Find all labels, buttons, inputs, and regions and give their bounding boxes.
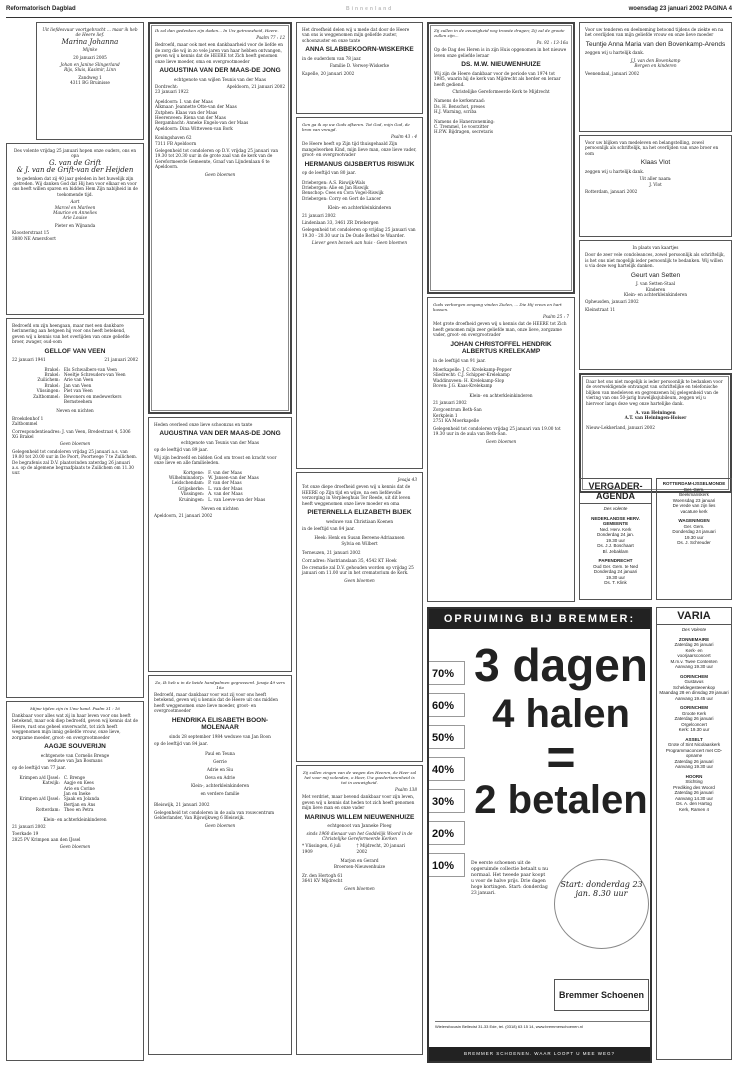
signature: J. van Setten-Staal Kinderen Klein- en achterkleinkinderen <box>623 281 688 297</box>
date: Kapelle, 20 januari 2002 <box>302 70 355 76</box>
footer: Neven en nichten <box>56 408 94 414</box>
relative: Jan van Veen <box>63 382 92 388</box>
verse-ref: Psalm 77 : 12 <box>256 35 285 40</box>
body: te gedenken dat zij 40 jaar geleden in het huwelijk zijn getreden. Wij danken God dat Hij hen voor elkaar en voor ons heeft willen sparen en bidden Hem Zijn nabijheid in de toekomende tijd. <box>12 175 138 197</box>
percent-label: 50% <box>429 725 465 749</box>
intro: Met grote droefheid geven wij u kennis dat de HEERE tot Zich heeft genomen mijn zeer geliefde man, onze lieve, zorgzame vader, groot- en overgrootvader <box>433 321 567 338</box>
varia-item <box>657 772 731 815</box>
relative-row <box>12 807 138 812</box>
no-flowers: Geen bloemen <box>344 577 375 583</box>
deceased-name: JOHAN CHRISTOFFEL HENDRIK ALBERTUS KRELEKAMP <box>450 340 552 356</box>
wife-name: & J. van de Grift-van der Heijden <box>16 166 134 175</box>
verse: Gen ga ik op uw Gods afkeren. Tot God, mijn God, de bron van vreugd. <box>302 122 410 132</box>
varia-column <box>656 607 732 1063</box>
age: op de leeftijd van 77 jaar. <box>12 765 66 771</box>
obituary-ds-nieuwenhuize <box>427 22 575 294</box>
deceased-name: AAGJE SOUVERIJN <box>44 743 106 751</box>
relative: Theo en Petra <box>63 807 94 813</box>
verse-ref: Psalm 43 : 4 <box>390 134 417 139</box>
birth-announcement <box>36 22 144 140</box>
percent-label: 20% <box>429 821 465 845</box>
birth-date: 20 januari 2005 <box>73 54 107 60</box>
date: 21 januari 2002 <box>302 212 336 218</box>
column-3 <box>296 22 423 1062</box>
body: Wij zijn bedroefd en bidden God om troost en kracht voor onze lieve en alle familieleden. <box>154 454 277 466</box>
service-info: De crematie zal D.V. gehouden worden op vrijdag 25 januari om 11.00 uur in het crematorium de Kerk. <box>302 564 414 576</box>
agenda-item <box>657 479 731 516</box>
address: Kloosterstraat 15 3880 NE Amersfoort <box>12 230 56 241</box>
place: Wilhelminadorp: <box>168 474 205 480</box>
verse: Zij zullen in de eeuwigheid nog trooste dragen; Zij zal de groote zullen zijn... <box>434 28 565 38</box>
no-flowers: Geen bloemen <box>59 844 91 850</box>
deceased-name: ANNA SLABBEKOORN-WISKERKE <box>305 46 414 54</box>
date: Veenendaal, januari 2002 <box>585 70 640 76</box>
place: Rotterdam: <box>35 807 60 813</box>
verse: Zij zullen zingen van de wegen des Heeren, de Heer zal het voor mij volenden, o Heer, Uw goedertierenheid is tot in eeuwigheid. <box>302 770 417 785</box>
dates <box>12 357 138 362</box>
agenda-subtitle: Des volente <box>603 506 628 511</box>
rotterdam-agenda <box>656 478 732 604</box>
vergader-agenda <box>579 478 652 604</box>
parents: Johan en Janine Slingerland Rijs, Sluis, Kasimir, Linn <box>60 62 120 73</box>
bremmer-promo <box>427 607 652 1063</box>
relative: L. van Leeve-van der Maas <box>208 496 266 502</box>
footer: Klein- en achterkleinkinderen <box>469 392 533 398</box>
verse: Zo, Ik heb u in de beide handpalmen gegraveerd. Jesaja 49 vers 16a <box>155 680 285 690</box>
place: Vlissingen: <box>180 491 205 497</box>
relative: Piet van Veen <box>63 388 93 394</box>
signature: Christelijke Gereformeerde Kerk te Mijdrecht <box>452 88 550 94</box>
column-1 <box>6 22 144 1062</box>
intro: De Heere heeft op Zijn tijd thuisgehaald Zijn mangelwerken Kind, mijn lieve man, onze lieve vader, groot- en overgrootvader <box>302 141 417 158</box>
varia-item <box>657 635 731 672</box>
thanks-heiningen <box>579 373 732 493</box>
relative: Arie en Corine <box>63 785 95 791</box>
obituary-johan <box>427 297 575 602</box>
spouse: echtgenoot van Janneke Ploeg <box>327 823 392 829</box>
deceased-name: AUGUSTINA VAN DER MAAS-DE JONG <box>159 430 281 438</box>
slogan-line-3: 2 betalen <box>474 778 648 822</box>
ministry: sinds 1960 dienaar van het Goddelijk Woord in de Christelijke Gereformeerde Kerken <box>306 830 413 841</box>
relatives-list <box>12 367 138 405</box>
no-flowers: Geen bloemen <box>344 885 375 891</box>
obituary-gellof <box>6 318 144 698</box>
thanks-teuntje <box>579 22 732 132</box>
varia-heading: ASSELT <box>685 736 703 742</box>
address: Lindenlaan 33, 3461 ZR Driebergen <box>302 219 379 225</box>
paper-name: Reformatorisch Dagblad <box>6 6 76 12</box>
page-date: woensdag 23 januari 2002 PAGINA 4 <box>628 6 732 12</box>
spouse: weduwe van Christiaan Koenen <box>325 518 394 524</box>
place: Leidschendam: <box>171 480 205 486</box>
child-name: Marina Johanna <box>61 37 119 46</box>
agenda-item <box>657 516 731 548</box>
birth-date: 23 januari 1922 <box>155 89 189 95</box>
relative: L. van der Maas <box>208 485 243 491</box>
intro: Heden overleed onze lieve schoonzus en tante <box>154 422 253 427</box>
no-flowers: Liever geen bezoek aan huis - Geen bloemen <box>311 240 408 246</box>
obituary-aagje <box>6 701 144 1061</box>
body: Daar het ons niet mogelijk is ieder persoonlijk te bedanken voor de overweldigende ontvangst van schriftelijke en telefonische blijken van medeleven en gegrenzenen bij gelegenheid van de viering van ons 50-jarig huwelijksjubileum, zeggen wij u hiervoor langs deze weg onze hartelijke dank. <box>586 379 723 406</box>
place: Kruiningen: <box>178 496 205 502</box>
date: Bleiswijk, 21 januari 2002 <box>154 802 210 808</box>
agenda-box <box>656 478 732 600</box>
varia-item <box>657 703 731 735</box>
obituary-pieternella <box>296 472 423 762</box>
relative: Jan en Ineke <box>63 790 91 796</box>
death: † Mijdrecht, 20 januari 2002 <box>356 843 406 854</box>
address: Zandweg 1 4311 BG Bruinisse <box>70 74 110 86</box>
no-flowers: Geen bloemen <box>204 171 236 177</box>
place: Grijpskerke: <box>177 485 205 491</box>
age: op de leeftijd van 84 jaar. <box>154 741 208 747</box>
no-flowers: Geen bloemen <box>204 822 236 828</box>
body: Wij zijn de Heere dankbaar voor de periode van 1974 tot 1985, waarin hij de kerk van Mijdrecht als herder en leraar heeft gediend. <box>434 70 561 87</box>
no-flowers: Geen bloemen <box>485 438 517 444</box>
intro: Voor uw blijken van medeleven en belangstelling, zowel persoonlijk als schriftelijk, na het overlijden van onze broer en oom <box>585 140 719 156</box>
percent-ladder <box>429 661 465 885</box>
spouse: echtgenote van Cornelis Brenge weduwe van Jan Bosmans <box>40 752 110 763</box>
slogan-equals: = <box>546 729 576 785</box>
date: Opheusden, januari 2002 <box>585 299 639 305</box>
thanks: zeggen wij u hartelijk dank. <box>585 50 645 56</box>
signature: J.J. van den Bovenkamp Bergen en kinderen <box>630 57 681 69</box>
intro: Bedroefd, maar dankbaar voor wat zij voor ons heeft betekend, geven wij u kennis dat de Heere uit ons midden heeft weggenomen onze lieve moeder, groot- en overgrootmoeder <box>154 692 278 714</box>
thanks-klaas <box>579 135 732 237</box>
signature: Pieter en Wijnanda <box>54 222 96 228</box>
birth-place: Dordrecht: <box>155 83 179 89</box>
agenda-text: Ger. Gem. Donderdag 24 januari 19.30 uur Ds. J. Schreuder <box>672 523 716 545</box>
date: Nieuw-Lekkerland, januari 2002 <box>586 424 655 430</box>
intro: Bedroefd om zijn heengaan, maar met een dankbare herinnering aan hetgeen hij voor ons heeft betekend, geven wij u kennis van het overlijden van onze geliefde broer, zwager, oud-oom <box>12 323 130 345</box>
percent-label: 10% <box>429 853 465 877</box>
agenda-item <box>580 514 651 557</box>
address: Zorgcentrum Beth-San Kerkplein 1 2751 KA Moerkapelle <box>433 407 482 424</box>
agenda-box <box>579 478 652 600</box>
brand-logo: Bremmer Schoenen <box>554 979 649 1011</box>
varia-text: Zaterdag 26 januari Kerk- en voorjaarsconcert M.m.v. Twee Contenten Aanvang 19.30 uur <box>670 642 718 669</box>
percent-label: 60% <box>429 693 465 717</box>
verse: Ik zal dan gedenken zijn daden... In Uw getrouwheid, Heere. <box>155 28 279 33</box>
signature: Uit aller naam: J. Vlot <box>639 176 672 187</box>
varia-subtitle: Des Volente <box>681 627 707 632</box>
date: Rotterdam, januari 2002 <box>585 188 638 194</box>
family: Familie D. Verwey-Wiskerke <box>329 63 390 69</box>
relative: W. Jansen-van der Maas <box>208 474 259 480</box>
slogan-line-1: 3 dagen <box>474 639 648 691</box>
relative: Bewoners en medewerkers Bernsteehem <box>63 393 122 404</box>
varia-heading: GORINCHEM <box>680 673 708 679</box>
percent-label: 30% <box>429 789 465 813</box>
place: Vlissingen: <box>36 388 60 394</box>
varia-item <box>657 672 731 704</box>
intro: Des volente vrijdag 25 januari hopen onze ouders, ons en opa <box>13 148 137 159</box>
intro: Het droefheid delen wij u mede dat door de Heere van ons is weggenomen mijn geliefde zuster, schoonzuster en onze tante <box>302 27 410 43</box>
family: Paul en Teuna Gerrie Adrie en Siu Oeva en Adrie Klein-, achterkleinkinderen en verdere familie <box>190 751 250 797</box>
spouse: sinds 28 september 1984 weduwe van Jan Boon <box>169 733 271 739</box>
intro: Op de Dag des Heren is in zijn Huis opgenomen in het nieuwe leven onze geliefde leraar <box>434 47 567 58</box>
relative: P. van der Maas <box>208 480 242 486</box>
family: Moerkapelle: J. C. Krelekamp-Pepper Sliedrecht: C.J. Schipper-Krelekamp Waddinxveen: H. Krelekamp-Slop Boven: J.G. Kaas-Krelekamp <box>433 367 512 389</box>
agenda-heading: PAPENDRECHT <box>598 558 633 563</box>
intro: Bedroefd, maar ook met een dankbaarheid voor de liefde en de zorg die wij in zo vele jaren van haar hebben ontvangen, geven wij u kennis dat de HEERE tot Zich heeft genomen onze lieve moeder, oma en overgrootmoeder <box>155 42 283 64</box>
footer: Klein- en achterkleinkinderen <box>327 205 392 211</box>
relatives-list <box>154 470 286 502</box>
deceased-name: DS. M.W. NIEUWENHUIZE <box>461 61 541 69</box>
date: 21 januari 2002 <box>433 400 467 406</box>
intro: Dankbaar voor alles wat zij in haar leven voor ons heeft betekend, maar ook diep bedroefd, geven wij kennis dat de Heere, rust ons geheel onverwacht, tot zich heeft weggenomen mijn innig geliefde vrouw, onze lieve, zorgzame moeder, groot- en overgrootmoeder <box>12 713 138 740</box>
deceased-name: AUGUSTINA VAN DER MAAS-DE JONG <box>159 67 281 75</box>
agenda-item <box>580 556 651 588</box>
obituary-hendrika <box>148 675 292 1055</box>
store-address: Wielersfocusin Bellecist 31-33 Ede, tel. (0318) 63 15 14, www.bremmerschoenen.nl <box>435 1021 650 1029</box>
service-info: Gelegenheid tot condoleren op D.V. vrijdag 25 januari van 19.30 tot 20.30 uur in de grote zaal van de kerk van de Gereformeerde Gemeente, Graaf van Lijndenlaan 6 te Apeldoorn. <box>155 148 279 170</box>
verse-ref: Psalm 138 <box>395 787 417 792</box>
intro: Tot onze diepe droefheid geven wij u kennis dat de HEERE op Zijn tijd en wijze, na een liefdevolle verzorging in Verpleeghuis Ter Reede, uit dit leven heeft weggenomen onze lieve moeder en oma <box>302 484 411 506</box>
address: Toerkade 19 2825 PV Krimpen aan den IJssel <box>12 831 81 842</box>
verse: Uit liefdesvuur voortgebracht ... maar ik heb de Heere lief. <box>42 27 138 38</box>
heading: In plaats van kaartjes <box>632 245 679 250</box>
place: Kortgene: <box>183 469 205 475</box>
correspondence: Correspondentieadres: J. van Veen, Bredestraat 4, 5306 XG Brakel <box>12 428 131 439</box>
agenda-heading: ROTTERDAM-IJSSELMONDE <box>662 481 726 486</box>
body: Door de zeer vele condoleances, zowel persoonlijk als schriftelijk, is het ons niet mogelijk ieder persoonlijk te bedanken. Wij willen u via deze weg hartelijk danken. <box>585 252 725 269</box>
service-info: Gelegenheid tot condoleren in de aula van rouwcentrum Gelderlander, Van Rijswijkweg 6 Bleiswijk. <box>154 809 275 821</box>
address: Broekdenhof 1 Zaltbommel <box>12 415 44 427</box>
deceased-name: Geurt van Setten <box>630 271 681 279</box>
agenda-text: Oud Ger. Gem. te Ned Donderdag 24 januari 19.30 uur Ds. T. Klink <box>592 563 639 585</box>
relative: Arie van Veen <box>63 377 94 383</box>
agenda-text: Ger. Gem. Beekmanskerk Woensdag 23 januari De vrede van zijn lies vacature kerk <box>672 486 716 514</box>
relative: Sjaak en Jolanda <box>63 796 100 802</box>
varia-text: Stichting Prediking des Woord Zaterdag 26 januari Aanvang 14.30 uur Ds. A. den Hartog Kerk, Ramen 4 <box>673 779 715 812</box>
committee: Namens de Hanerzoneming: C. Tremmel, 1e voorzitter H.P.W. Bijdragen, secretaris <box>434 118 495 135</box>
promo-body: De eerste schoenen uit de opgeruimde collectie betaalt u nu normaal. Het tweede paar koopt u voor de halve prijs. Drie dagen hoge kortingen. Start: donderdag 23 januari. <box>471 861 549 896</box>
age: in de leeftijd van 84 jaar. <box>302 525 355 531</box>
varia-item <box>657 735 731 772</box>
varia-title: VARIA <box>657 608 731 625</box>
birth-date: 22 januari 1941 <box>12 357 46 363</box>
relatives-list <box>12 775 138 813</box>
signature: A. van Heiningen A.T. van Heiningen-Hoiser <box>624 410 687 421</box>
intro: Met verdriet, maar bevend dankbaar voor zijn leven, geven wij u kennis dat heden tot zich heeft genomen mijn lieve man en onze vader <box>302 794 415 811</box>
relative: Neeltje Schreuders-van Veen <box>63 371 126 377</box>
date: 21 januari 2002 <box>12 824 46 829</box>
relative-row <box>12 394 138 405</box>
service-info: Gelegenheid tot condoleren op vrijdag 25 januari van 19.30 - 20.30 uur in De Oude Bethel te Waarder. <box>302 227 416 238</box>
promo-footer: BREMMER SCHOENEN. WAAR LOOPT U MEE WEG? <box>429 1047 650 1061</box>
death-date: 21 januari 2002 <box>104 357 138 363</box>
address: Zr. den Hertogh 61 3641 KV Mijdrecht <box>302 872 343 884</box>
age: op de leeftijd van 80 jaar. <box>302 170 356 176</box>
place: Brakel: <box>44 366 60 372</box>
page-header <box>6 4 732 18</box>
date: Terneuzen, 21 januari 2002 <box>302 550 361 556</box>
service-info: Gelegenheid tot condoleren vrijdag 25 januari van 19.00 tot 19.30 uur in de aula van Beth-San. <box>433 425 561 437</box>
deceased-name: GELLOF VAN VEEN <box>44 347 106 355</box>
thanks: zeggen wij u hartelijk dank. <box>585 168 645 174</box>
relative: F. van der Maas <box>208 469 242 475</box>
age: op de leeftijd van 89 jaar. <box>154 447 208 453</box>
place: Zuilichem: <box>37 377 60 383</box>
dates <box>302 843 417 854</box>
relative-row <box>154 497 286 502</box>
varia-box <box>656 607 732 1060</box>
promo-title: OPRUIMING BIJ BREMMER: <box>429 609 650 629</box>
percent-label: 70% <box>429 661 465 685</box>
spouse: echtgenote van Teunis van der Maas <box>181 439 259 445</box>
relative: A. van der Maas <box>208 491 243 497</box>
birth: * Vlissingen, 6 juli 1909 <box>302 843 341 854</box>
family: Apeldoorn: I. van der Maas Alkmaar: Jeannette Otte-van der Maas Zutphen: Klaas van der Maas Heerenveen: Riena van der Maas Bergambacht: Anneke Engels-van der Maas Apeldoorn: Dina Witteveen-van Bork <box>155 98 249 131</box>
thanks-geurt <box>579 240 732 370</box>
obituary-augustina-2 <box>148 417 292 672</box>
deceased-name: Teuntje Anna Maria van den Bovenkamp-Arends <box>585 40 726 48</box>
footer: Neven en nichten <box>201 505 239 511</box>
relative: Els Schwalbers-van Veen <box>63 366 117 372</box>
family: Driebergen: A.S. Riswijk-Wals Driebergen: Alie en Jan Riswijk Benschop: Cees en Cora Vogel-Riswijk Driebergen: Corry en Gert de Lancer <box>302 179 384 201</box>
verse-ref: Ps. 92 : 13-16a <box>536 40 568 45</box>
place: Krimpen a/d IJssel: <box>19 774 60 780</box>
date: Apeldoorn, 21 januari 2002 <box>154 513 213 519</box>
varia-text: Groote Kerk Zaterdag 26 januari Orgelconcert Kerk: 19.30 uur <box>674 710 714 732</box>
verse-ref: Jesaja 43 <box>397 477 417 482</box>
obituary-anna <box>296 22 423 114</box>
agenda-text: Ned. Herv. Kerk Donderdag 24 jan. 19.30 uur Ds. J.J. Boschaart Bl. Jebaklam <box>596 526 635 554</box>
place: Krimpen a/d IJssel: <box>19 796 60 802</box>
varia-heading: GORINCHEM <box>680 705 708 710</box>
address: Koningshaven 62 7311 FB Apeldoorn <box>155 135 197 146</box>
relative: Bertjan en Ans <box>63 801 96 807</box>
signature: Marjon en Gerard Broersen-Nieuwenhuize <box>333 858 386 869</box>
family: Aart Marcel en Marleen Maurice en Annelies Arie Louise <box>53 199 97 221</box>
varia-heading: HOORN <box>685 773 703 779</box>
husband-name: G. van de Grift <box>48 158 102 167</box>
intro: Voor uw tenderen en deelneming betoond tijdens de ziekte en na het overlijden van mijn geliefde vrouw en onze lieve moeder <box>585 27 724 38</box>
address: Kleinstraat 11 <box>585 306 616 312</box>
spouse: echtgenote van wijlen Teunis van der Maas <box>173 76 266 82</box>
section-name: Binnenland <box>346 6 394 12</box>
obituary-hermanus <box>296 117 423 469</box>
agenda-heading: WAGENINGEN <box>678 518 710 523</box>
promo-slogan <box>471 639 651 823</box>
varia-text: Gustavus Scheldegesteeenkop Maandag 28 en dinsdag 29 januari Aanvang 19.45 uur <box>659 679 729 701</box>
footer: Klein- en achterkleinkinderen <box>43 816 107 822</box>
place: Katwijk: <box>42 780 60 786</box>
obituary-marinus <box>296 765 423 1055</box>
obituary-augustina-1 <box>148 22 292 414</box>
verse: Gods verborgen omgang vinden Zielen, ... Die Hij vrees en hart kussen. <box>433 302 562 312</box>
start-date: Start: donderdag 23 jan. 8.30 uur <box>554 859 649 949</box>
deceased-name: MARINUS WILLEM NIEUWENHUIZE <box>304 813 415 821</box>
death-place: Apeldoorn, 21 januari 2002 <box>226 83 285 89</box>
family: Heek: Henk en Susan Bereens-Adriaansen Sylvia en Wilbert <box>314 535 405 546</box>
varia-text: Grote of Sint Nicolaaskerk Programmaconcert met CD-opname Zaterdag 26 januari Aanvang 19.30 uur <box>665 742 723 769</box>
council: Namens de kerkenraad: Ds. H. Benschot, preses H.J. Warning, scriba <box>434 98 486 115</box>
no-flowers: Geen bloemen <box>59 441 91 447</box>
anniversary-announcement <box>6 143 144 315</box>
verse-ref: Psalm 25 : 7 <box>542 314 569 319</box>
varia-heading: ZONNEMAIRE <box>678 636 710 642</box>
place: Brakel: <box>44 382 60 388</box>
verse: Mijne tijden zijn in Uwe hand. Psalm 31 : 16 <box>30 706 120 711</box>
age: in de leeftijd van 91 jaar. <box>433 357 486 363</box>
deceased-name: HENDRIKA ELISABETH BOON-MOLENAAR <box>171 716 269 732</box>
column-2 <box>148 22 292 1062</box>
agenda-title: VERGADER-AGENDA <box>580 479 651 504</box>
relative: Aagje en Kees <box>63 780 94 786</box>
relative: C. Brenge <box>63 774 86 780</box>
deceased-name: Klaas Vlot <box>640 159 671 167</box>
agenda-heading: NEDERLANDSE HERV. GEMEENTE <box>591 515 640 526</box>
place: Zaltbommel: <box>33 393 60 399</box>
address: Corr.adres: Nastrianslaan 35, 4542 KT Hoek <box>302 557 397 563</box>
age: in de ouderdom van 78 jaar. <box>302 55 362 61</box>
service-info: Gelegenheid tot condoleren vrijdag 25 januari a.s. van 19.00 tot 20.00 uur in De Poort, Poortwege 7 te Zuilichem. De begrafenis zal D.V. plaatsvinden zaterdag 26 januari a.s. op de algemene begraafplaats te Zuilichem om 11.30 uur. <box>12 448 138 476</box>
child-sub: Mijnke <box>82 47 98 53</box>
percent-label: 40% <box>429 757 465 781</box>
deceased-name: PIETERNELLA ELIZABETH BIJEK <box>307 509 412 517</box>
deceased-name: HERMANUS GIJSBERTUS RISWIJK <box>304 160 415 168</box>
slogan-line-2: 4 halen <box>492 692 630 736</box>
place: Brakel: <box>44 371 60 377</box>
